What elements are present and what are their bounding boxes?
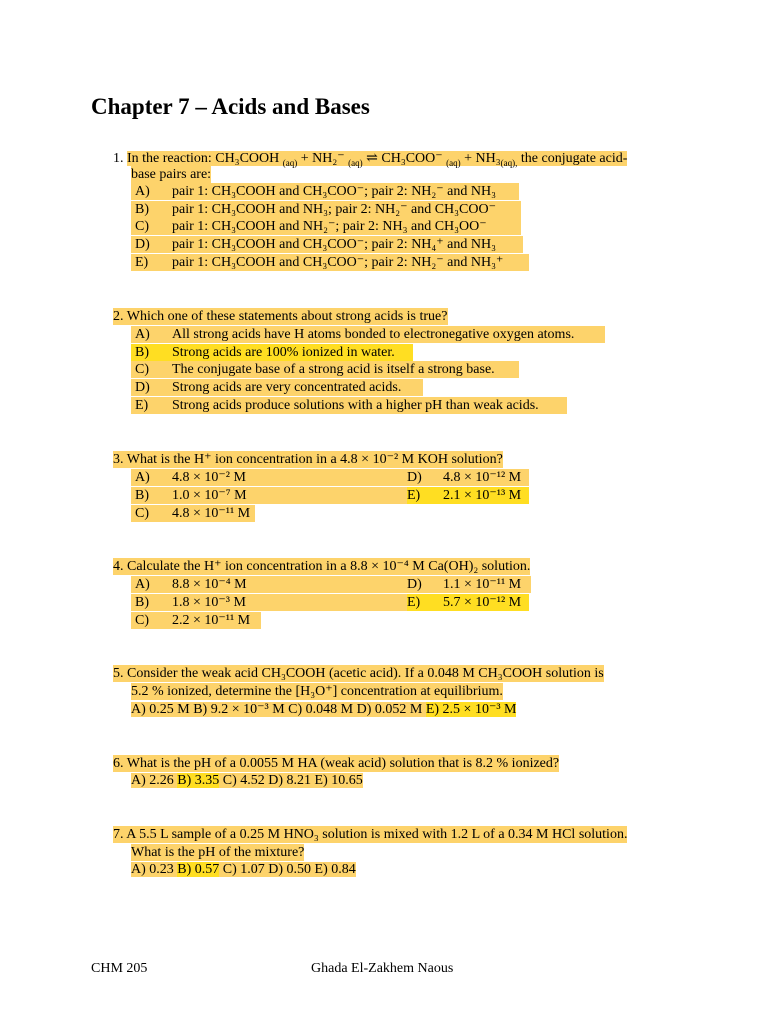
question-2-stem: 2. Which one of these statements about strong acids is true? <box>113 309 448 324</box>
question-6-stem: 6. What is the pH of a 0.0055 M HA (weak acid) solution that is 8.2 % ionized? <box>113 756 560 771</box>
option-d[interactable]: D) pair 1: CH₃COOH and CH₃COO⁻; pair 2: NH₄⁺ and NH₃ <box>131 236 523 253</box>
option-b[interactable]: B) 1.8 × 10⁻³ M <box>131 594 407 611</box>
option-a[interactable]: A) All strong acids have H atoms bonded to electronegative oxygen atoms. <box>131 326 605 343</box>
option-d[interactable]: D) <box>407 470 422 485</box>
correct-answer[interactable]: B) 0.57 <box>177 862 220 877</box>
option-e[interactable]: E) pair 1: CH₃COOH and CH₃COO⁻; pair 2: NH₂⁻ and NH₃⁺ <box>131 254 529 271</box>
question-7-choices: A) 0.23 B) 0.57 C) 1.07 D) 0.50 E) 0.84 <box>131 862 356 877</box>
option-c[interactable]: C) 4.8 × 10⁻¹¹ M <box>131 505 255 522</box>
option-a[interactable]: A) <box>135 577 150 592</box>
footer-author: Ghada El-Zakhem Naous <box>311 961 454 976</box>
option-b[interactable]: B) 1.0 × 10⁻⁷ M <box>131 487 407 504</box>
question-7-stem-line-2: What is the pH of the mixture? <box>131 845 305 860</box>
option-e-correct[interactable]: E) 5.7 × 10⁻¹² M <box>407 594 529 611</box>
answer-row-1: A) 8.8 × 10⁻⁴ M D) 1.1 × 10⁻¹¹ M <box>131 576 531 593</box>
question-4-stem: 4. Calculate the H⁺ ion concentration in a 8.8 × 10⁻⁴ M Ca(OH)₂ solution. <box>113 559 531 574</box>
option-c[interactable]: C) pair 1: CH₃COOH and NH₂⁻; pair 2: NH₃ and CH₃OO⁻ <box>131 218 521 235</box>
correct-answer[interactable]: B) 3.35 <box>177 773 220 788</box>
question-3-stem: 3. What is the H⁺ ion concentration in a 4.8 × 10⁻² M KOH solution? <box>113 452 503 467</box>
question-6-choices: A) 2.26 B) 3.35 C) 4.52 D) 8.21 E) 10.65 <box>131 773 363 788</box>
option-c[interactable]: C) 2.2 × 10⁻¹¹ M <box>131 612 261 629</box>
option-d[interactable]: D) Strong acids are very concentrated acids. <box>131 379 423 396</box>
question-7-stem-line-1: 7. A 5.5 L sample of a 0.25 M HNO₃ solution is mixed with 1.2 L of a 0.34 M HCl solution. <box>113 827 628 842</box>
correct-answer[interactable]: E) 2.5 × 10⁻³ M <box>425 702 517 717</box>
footer-course: CHM 205 <box>91 961 148 976</box>
option-c[interactable]: C) The conjugate base of a strong acid is itself a strong base. <box>131 361 519 378</box>
option-d[interactable]: D) <box>407 577 422 592</box>
option-e[interactable]: E) Strong acids produce solutions with a higher pH than weak acids. <box>131 397 567 414</box>
question-1-line-2: base pairs are: <box>131 167 212 182</box>
page-title: Chapter 7 – Acids and Bases <box>91 94 370 119</box>
question-number: 1. <box>113 151 124 166</box>
question-5-choices: A) 0.25 M B) 9.2 × 10⁻³ M C) 0.048 M D) 0.052 M E) 2.5 × 10⁻³ M <box>131 702 517 717</box>
question-1-stem: In the reaction: CH₃COOH $_{(aq)}$ + NH₂⁻ $_{(aq)}$ ⇌ CH₃COO⁻ $_{(aq)} + NH_3_{(aq),}$ the conjugate acid- <box>127 151 628 168</box>
option-a[interactable]: A) pair 1: CH₃COOH and CH₃COO⁻; pair 2: NH₂⁻ and NH₃ <box>131 183 519 200</box>
option-e-correct[interactable]: E) 2.1 × 10⁻¹³ M <box>407 487 529 504</box>
question-5-stem-line-1: 5. Consider the weak acid CH₃COOH (acetic acid). If a 0.048 M CH₃COOH solution is <box>113 666 604 681</box>
option-a[interactable]: A) <box>135 470 150 485</box>
option-b-correct[interactable]: B) Strong acids are 100% ionized in water. <box>131 344 413 361</box>
question-5-stem-line-2: 5.2 % ionized, determine the [H₃O⁺] concentration at equilibrium. <box>131 684 503 699</box>
answer-row-1: A) 4.8 × 10⁻² M D) 4.8 × 10⁻¹² M <box>131 469 529 486</box>
question-1-line-1 <box>113 150 627 167</box>
option-b[interactable]: B) pair 1: CH₃COOH and NH₃; pair 2: NH₂⁻ and CH₃COO⁻ <box>131 201 521 218</box>
